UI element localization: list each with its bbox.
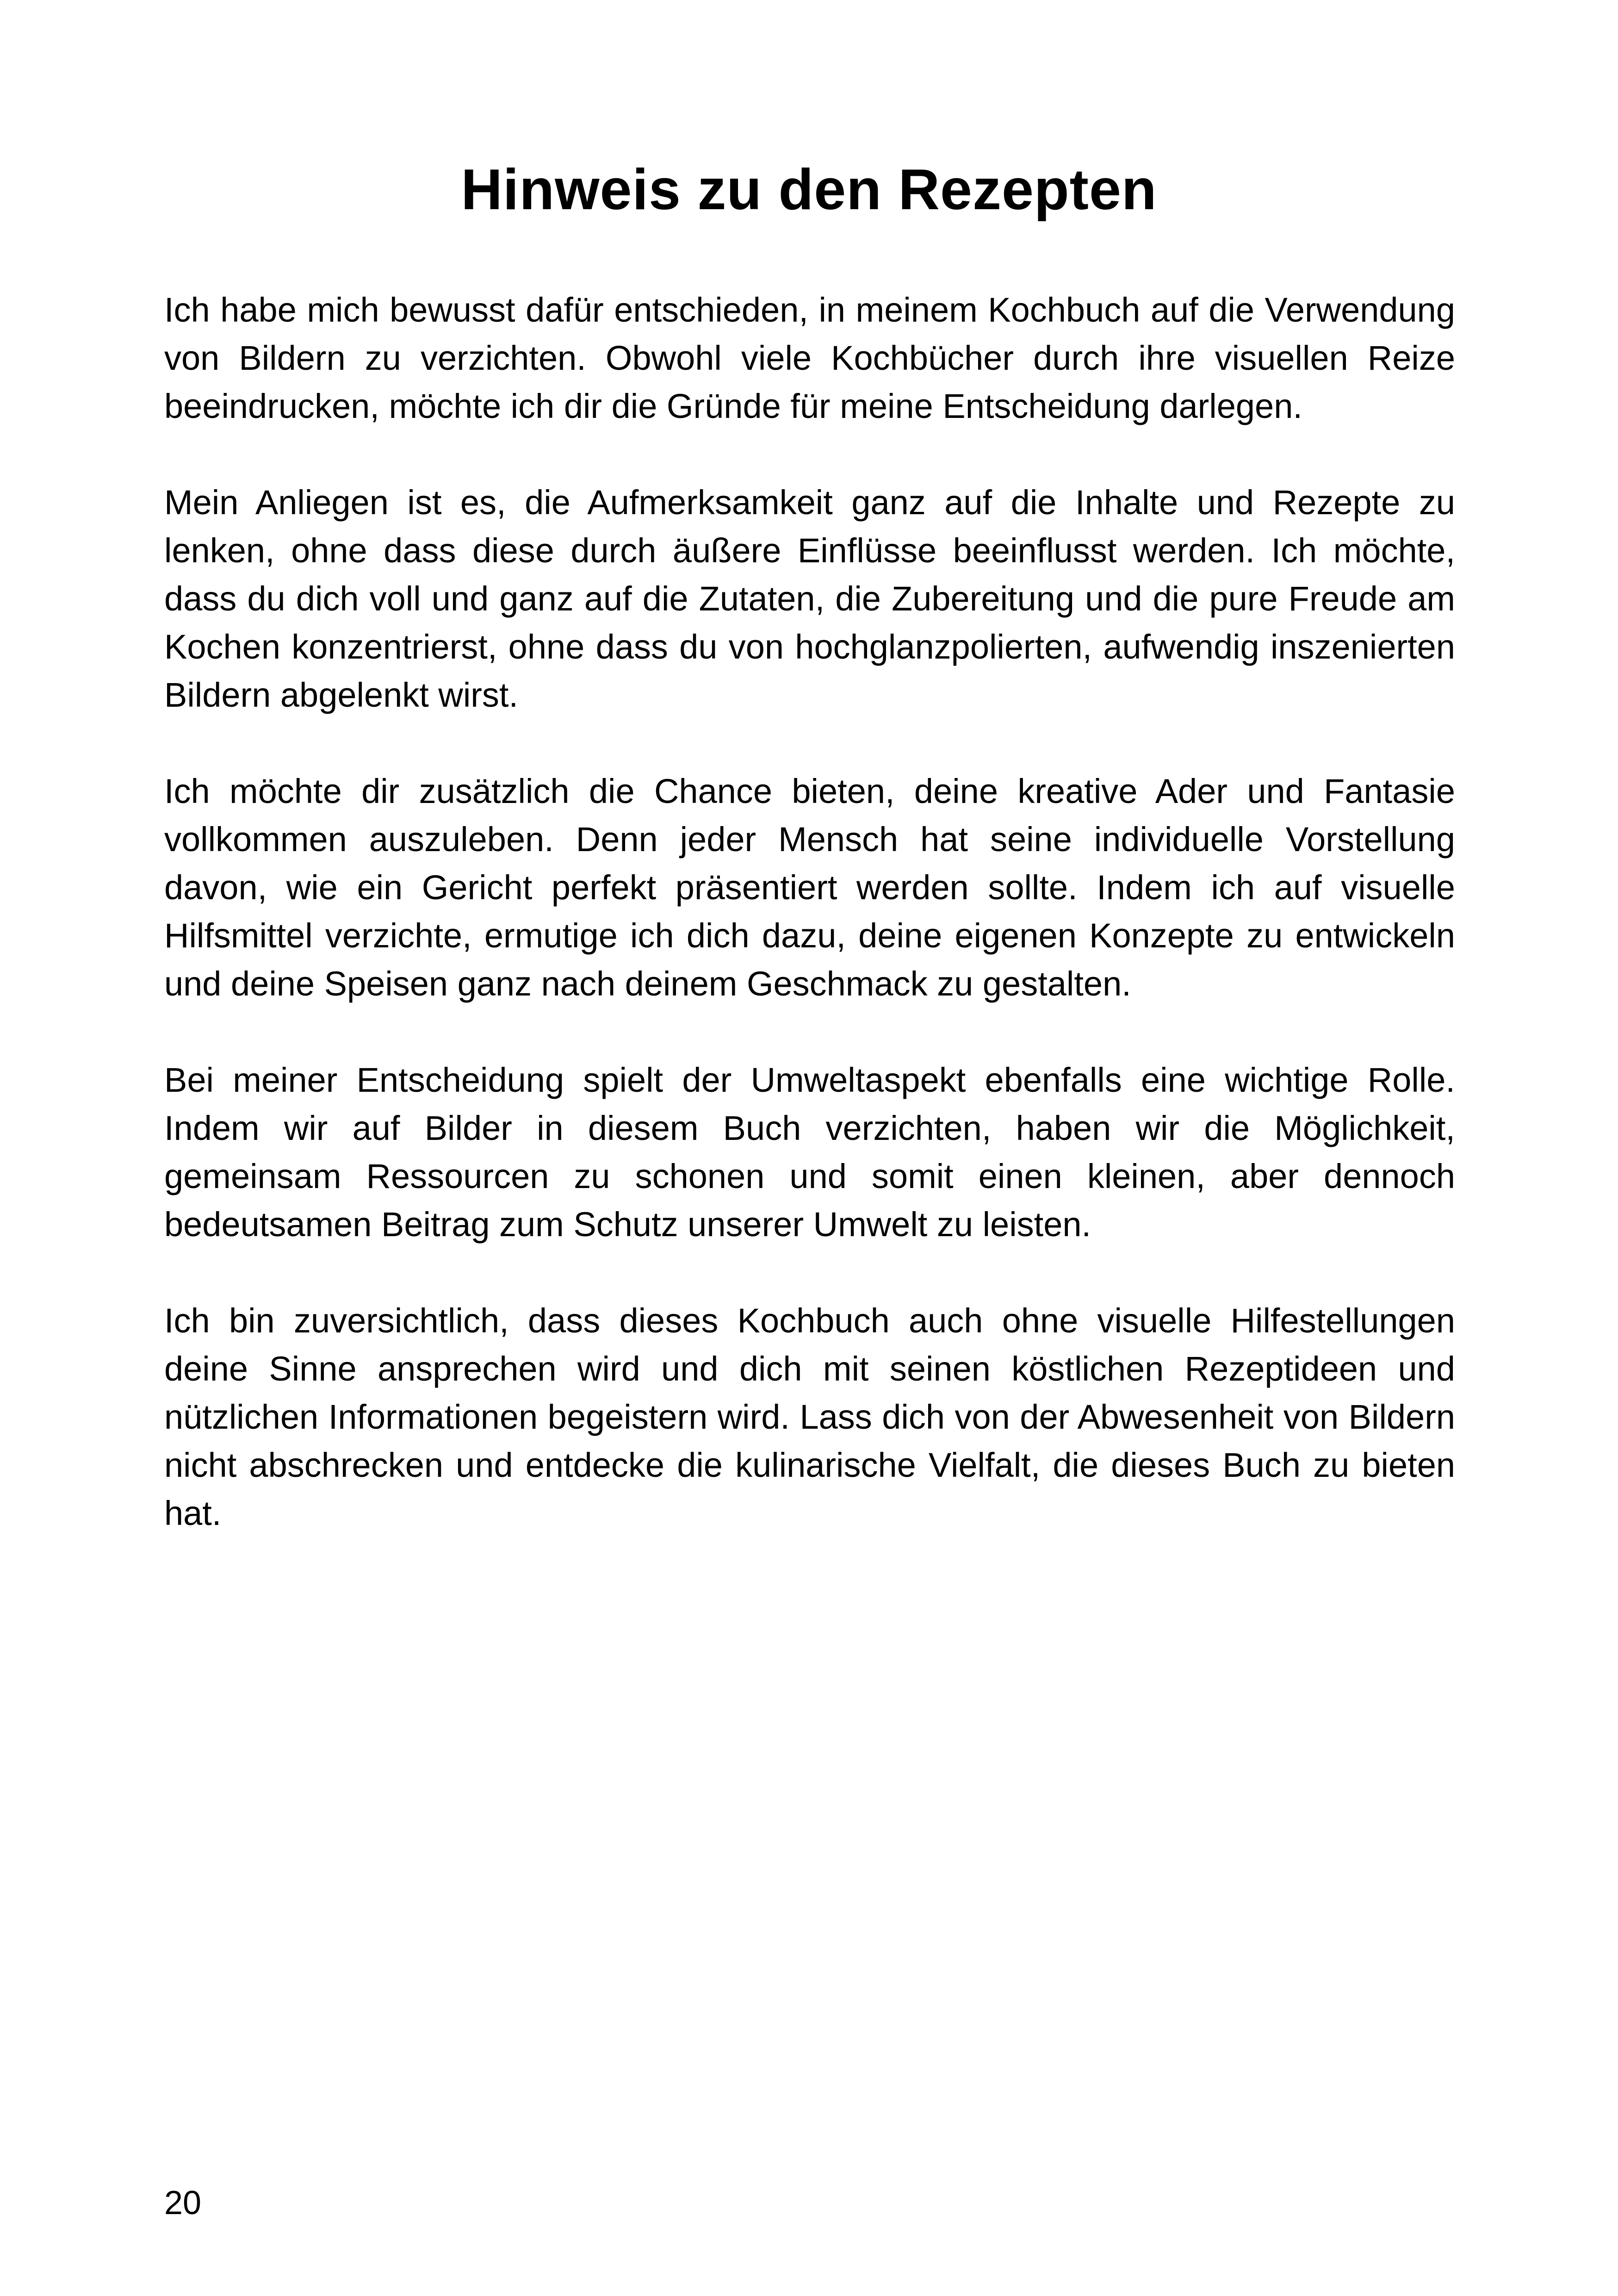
paragraph-4: Bei meiner Entscheidung spielt der Umweltaspekt ebenfalls eine wichtige Rolle. Indem wir auf Bilder in diesem Buch verzichten, haben wir die Möglichkeit, gemeinsam Ressourcen zu schonen und somit einen kleinen, aber dennoch bedeutsamen Beitrag zum Schutz unserer Umwelt zu leisten. [164,1061,1455,1244]
paragraph-2: Mein Anliegen ist es, die Aufmerksamkeit ganz auf die Inhalte und Rezepte zu lenken, ohne dass diese durch äußere Einflüsse beeinflusst werden. Ich möchte, dass du dich voll und ganz auf die Zutaten, die Zubereitung und die pure Freude am Kochen konzentrierst, ohne dass du von hochglanzpolierten, aufwendig inszenierten Bildern abgelenkt wirst. [164,483,1455,714]
paragraph-1: Ich habe mich bewusst dafür entschieden, in meinem Kochbuch auf die Verwendung von Bildern zu verzichten. Obwohl viele Kochbücher durch ihre visuellen Reize beeindrucken, möchte ich dir die Gründe für meine Entscheidung darlegen. [164,291,1455,425]
paragraph-3: Ich möchte dir zusätzlich die Chance bieten, deine kreative Ader und Fantasie vollkommen auszuleben. Denn jeder Mensch hat seine individuelle Vorstellung davon, wie ein Gericht perfekt präsentiert werden sollte. Indem ich auf visuelle Hilfsmittel verzichte, ermutige ich dich dazu, deine eigenen Konzepte zu entwickeln und deine Speisen ganz nach deinem Geschmack zu gestalten. [164,772,1455,1003]
body-text [164,286,1455,1586]
page-number: 20 [164,2184,202,2221]
page-title: Hinweis zu den Rezepten [461,158,1157,222]
paragraph-5: Ich bin zuversichtlich, dass dieses Kochbuch auch ohne visuelle Hilfestellungen deine Sinne ansprechen wird und dich mit seinen köstlichen Rezeptideen und nützlichen Informationen begeistern wird. Lass dich von der Abwesenheit von Bildern nicht abschrecken und entdecke die kulinarische Vielfalt, die dieses Buch zu bieten hat. [164,1301,1455,1532]
